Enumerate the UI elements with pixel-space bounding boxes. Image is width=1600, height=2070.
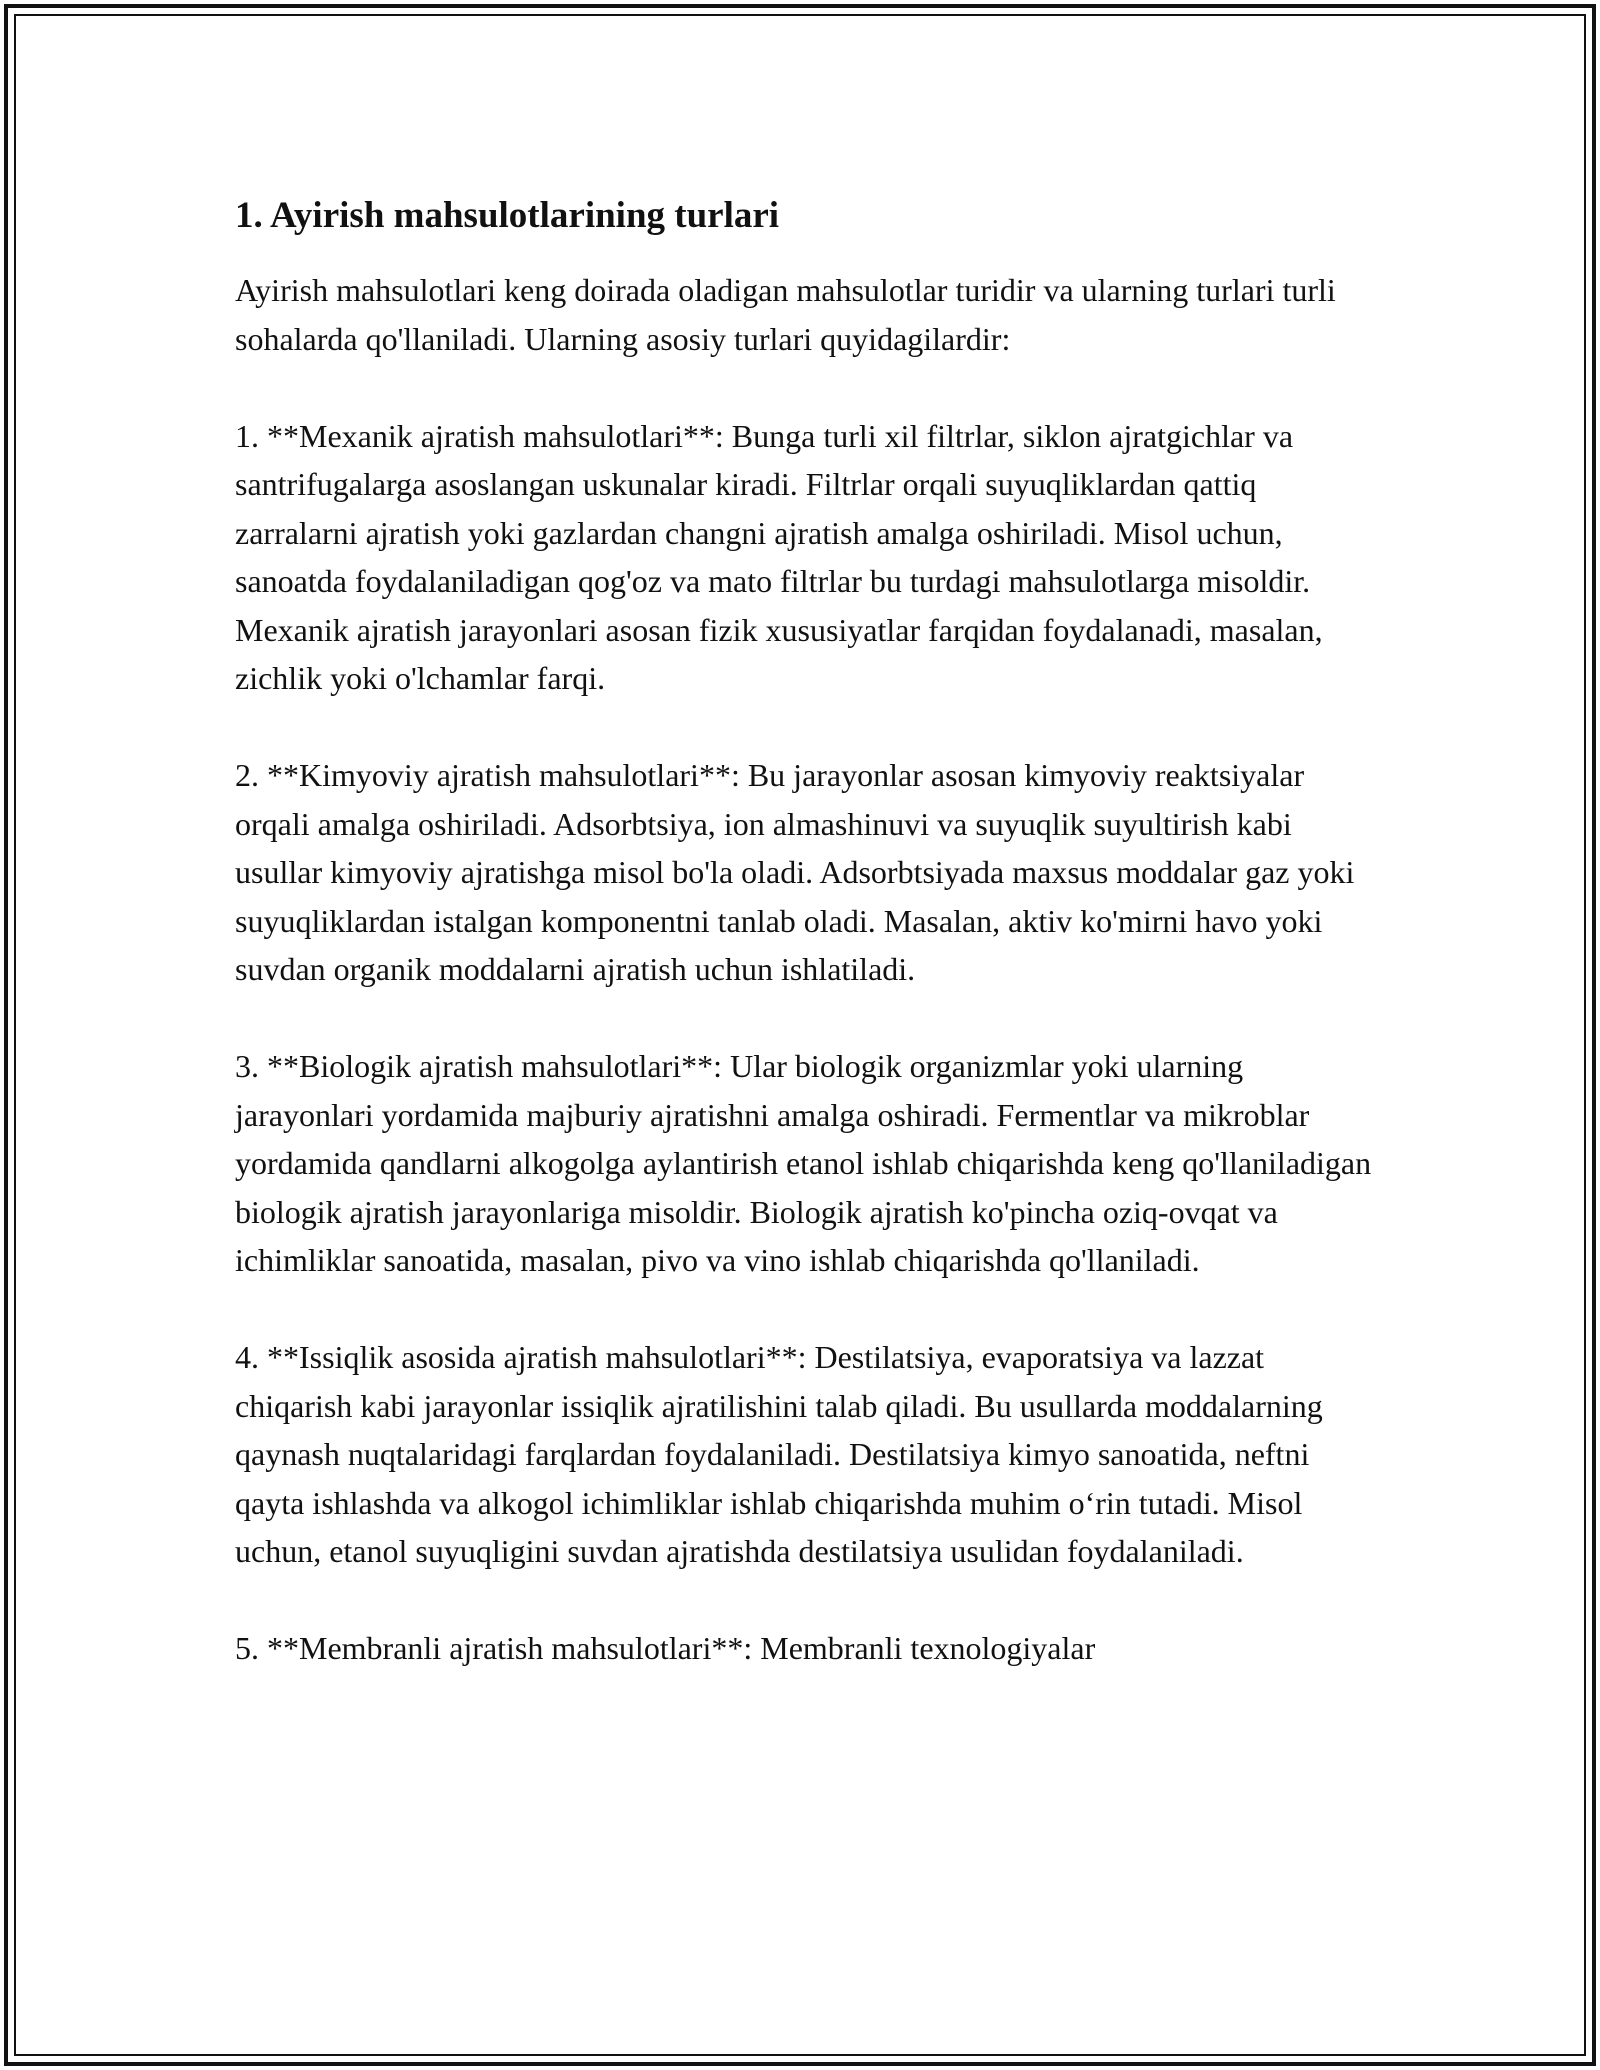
paragraph-chemical: 2. **Kimyoviy ajratish mahsulotlari**: Bu jarayonlar asosan kimyoviy reaktsiyalar orqali amalga oshiriladi. Adsorbtsiya, ion almashinuvi va suyuqlik suyultirish kabi usullar kimyoviy ajratishga misol bo'la oladi. Adsorbtsiyada maxsus moddalar gaz yoki suyuqliklardan istalgan komponentni tanlab oladi. Masalan, aktiv ko'mirni havo yoki suvdan organik moddalarni ajratish uchun ishlatiladi. — [235, 757, 1355, 987]
paragraph-biological: 3. **Biologik ajratish mahsulotlari**: Ular biologik organizmlar yoki ularning jarayonlari yordamida majburiy ajratishni amalga oshiradi. Fermentlar va mikroblar yordamida qandlarni alkogolga aylantirish etanol ishlab chiqarishda keng qo'llaniladigan biologik ajratish jarayonlariga misoldir. Biologik ajratish ko'pincha oziq-ovqat va ichimliklar sanoatida, masalan, pivo va vino ishlab chiqarishda qo'llaniladi. — [235, 1048, 1372, 1278]
intro-paragraph: Ayirish mahsulotlari keng doirada oladigan mahsulotlar turidir va ularning turlari turli sohalarda qo'llaniladi. Ularning asosiy turlari quyidagilardir: — [235, 272, 1336, 357]
section-heading: 1. Ayirish mahsulotlarining turlari — [235, 195, 780, 236]
paragraph-thermal: 4. **Issiqlik asosida ajratish mahsulotlari**: Destilatsiya, evaporatsiya va lazzat chiqarish kabi jarayonlar issiqlik ajratilishini talab qiladi. Bu usullarda moddalarning qaynash nuqtalaridagi farqlardan foydalaniladi. Destilatsiya kimyo sanoatida, neftni qayta ishlashda va alkogol ichimliklar ishlab chiqarishda muhim o‘rin tutadi. Misol uchun, etanol suyuqligini suvdan ajratishda destilatsiya usulidan foydalaniladi. — [235, 1339, 1323, 1569]
document-body — [235, 186, 1375, 1721]
paragraph-membrane: 5. **Membranli ajratish mahsulotlari**: Membranli texnologiyalar — [235, 1630, 1096, 1666]
paragraph-mechanical: 1. **Mexanik ajratish mahsulotlari**: Bunga turli xil filtrlar, siklon ajratgichlar va santrifugalarga asoslangan uskunalar kiradi. Filtrlar orqali suyuqliklardan qattiq zarralarni ajratish yoki gazlardan changni ajratish amalga oshiriladi. Misol uchun, sanoatda foydalaniladigan qog'oz va mato filtrlar bu turdagi mahsulotlarga misoldir. Mexanik ajratish jarayonlari asosan fizik xususiyatlar farqidan foydalanadi, masalan, zichlik yoki o'lchamlar farqi. — [235, 417, 1323, 696]
